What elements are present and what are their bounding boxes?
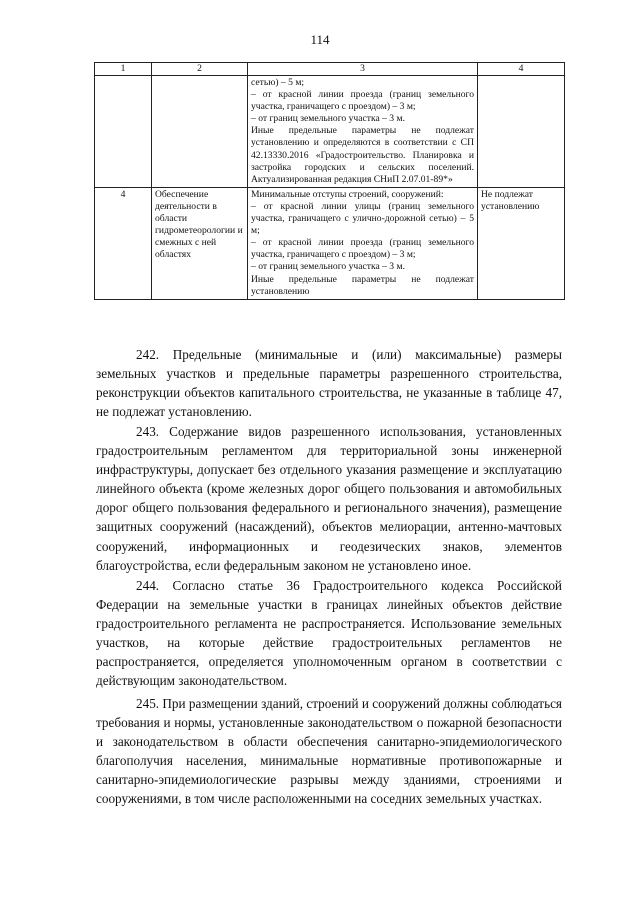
param-line: Иные предельные параметры не подлежат установлению и определяются в соответствии с СП 42.13330.2016 «Градостроительство. Планировка и застройка городских и сельских поселений. Актуализированная редакция СНиП 2.07.01-89*» [251,125,474,185]
header-cell: 4 [478,63,565,76]
paragraph-242: 242. Предельные (минимальные и (или) максимальные) размеры земельных участков и предельные параметры разрешенного строительства, реконструкции объектов капитального строительства, не указанные в таблице 47, не подлежат установлению. [96,347,562,420]
cell-note [478,76,565,188]
param-line: Минимальные отступы строений, сооружений: [251,188,444,200]
regulation-table [94,62,565,300]
header-cell: 1 [95,63,152,76]
param-line: сетью) – 5 м; [251,77,305,88]
param-line: Иные предельные параметры не подлежат установлению [251,273,474,297]
param-line: – от красной линии проезда (границ земельного участка, граничащего с проездом) – 3 м; [251,89,474,113]
paragraph-243: 243. Содержание видов разрешенного использования, установленных градостроительным регламентом для территориальной зоны инженерной инфраструктуры, допускает без отдельного указания размещение и эксплуатацию линейного объекта (кроме железных дорог общего пользования и автомобильных дорог общего пользования федерального и регионального значения), размещение защитных сооружений (насаждений), объектов мелиорации, антенно-мачтовых сооружений, информационных и геодезических знаков, элементов благоустройства, если федеральным законом не установлено иное. [96,424,562,573]
cell-number [95,76,152,188]
cell-note: Не подлежат установлению [478,187,565,299]
header-cell: 2 [152,63,248,76]
cell-parameters [248,76,478,188]
cell-name [152,76,248,188]
table-row [95,187,565,299]
header-cell: 3 [248,63,478,76]
param-line: – от красной линии проезда (границ земельного участка, граничащего с проездом) – 3 м; [251,237,474,261]
table-row [95,76,565,188]
page-number: 114 [310,32,330,47]
cell-parameters [248,187,478,299]
paragraph-245: 245. При размещении зданий, строений и сооружений должны соблюдаться требования и нормы, установленные законодательством о пожарной безопасности и законодательством в области обеспечения санитарно-эпидемиологического благополучия населения, минимальные нормативные противопожарные и санитарно-эпидемиологические разрывы между зданиями, строениями и сооружениями, в том числе расположенными на соседних земельных участках. [96,696,562,807]
param-line: – от границ земельного участка – 3 м. [251,113,405,125]
param-line: – от границ земельного участка – 3 м. [251,261,405,273]
param-line: – от красной линии улицы (границ земельного участка, граничащего с улично-дорожной сетью) – 5 м; [251,200,474,237]
table-header-row [95,63,565,76]
cell-name: Обеспечение деятельности в области гидрометеорологии и смежных с ней областях [152,187,248,299]
cell-number: 4 [95,187,152,299]
paragraph-244: 244. Согласно статье 36 Градостроительного кодекса Российской Федерации на земельные участки в границах линейных объектов действие градостроительного регламента не распространяется. Использование земельных участков, на которые действие градостроительных регламентов не распространяется, определяется уполномоченным органом в соответствии с действующим законодательством. [96,578,562,689]
